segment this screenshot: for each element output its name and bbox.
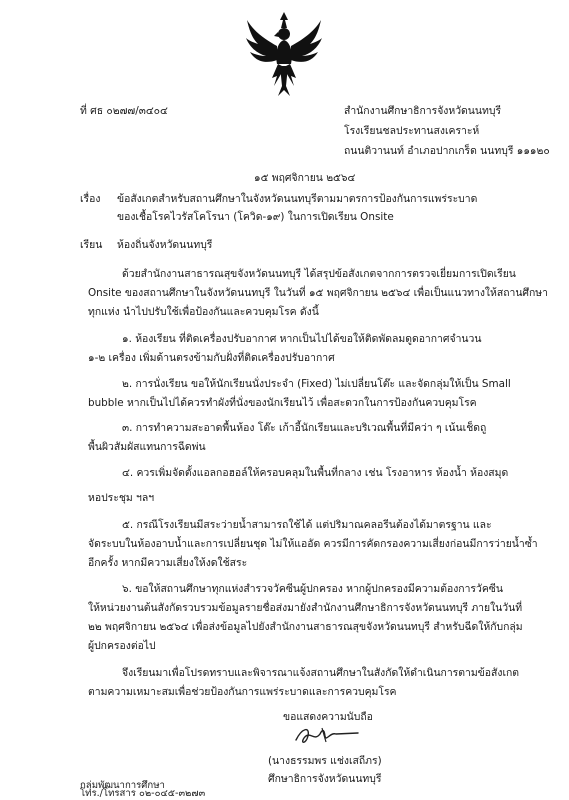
- item-5-line-3: อีกครั้ง หากมีความเสี่ยงให้งดใช้สระ: [88, 557, 248, 569]
- signatory-name: (นางธรรมพร แช่งเสถีภร): [268, 755, 382, 767]
- signatory-position: ศึกษาธิการจังหวัดนนทบุรี: [268, 773, 382, 785]
- item-4-line-2: หอประชุม ฯลฯ: [88, 492, 155, 504]
- item-2-line-1: ๒. การนั่งเรียน ขอให้นักเรียนนั่งประจำ (Fixed) ไม่เปลี่ยนโต๊ะ และจัดกลุ่มให้เป็น Small: [122, 378, 511, 390]
- recipient-label: เรียน: [80, 239, 103, 251]
- item-1-line-1: ๑. ห้องเรียน ที่ติดเครื่องปรับอากาศ หากเป็นไปได้ขอให้ติดพัดลมดูดอากาศจำนวน: [122, 333, 482, 345]
- item-6-line-1: ๖. ขอให้สถานศึกษาทุกแห่งสำรวจวัคซีนผู้ปกครอง หากผู้ปกครองมีความต้องการวัคซีน: [122, 583, 503, 595]
- item-1-line-2: ๑-๒ เครื่อง เพิ่มด้านตรงข้ามกับฝั่งที่ติดเครื่องปรับอากาศ: [88, 352, 335, 364]
- recipient-value: ห้องถิ่นจังหวัดนนทบุรี: [117, 239, 213, 251]
- item-2-line-2: bubble หากเป็นไปได้ควรทำผังที่นั่งของนักเรียนไว้ เพื่อสะดวกในการป้องกันควบคุมโรค: [88, 397, 477, 409]
- office-line-2: โรงเรียนชลประทานสงเคราะห์: [344, 125, 480, 137]
- item-6-line-2: ให้หน่วยงานต้นสังกัดรวบรวมข้อมูลรายชื่อส่งมายังสำนักงานศึกษาธิการจังหวัดนนทบุรี ภายในวันที่: [88, 602, 523, 614]
- item-6-line-3: ๒๒ พฤศจิกายน ๒๕๖๔ เพื่อส่งข้อมูลไปยังสำนักงานสาธารณสุขจังหวัดนนทบุรี สำหรับฉีดให้กับกลุ่ม: [88, 621, 523, 633]
- subject-line-1: ข้อสังเกตสำหรับสถานศึกษาในจังหวัดนนทบุรีตามมาตรการป้องกันการแพร่ระบาด: [117, 193, 478, 205]
- intro-line-2: Onsite ของสถานศึกษาในจังหวัดนนทบุรี ในวันที่ ๑๕ พฤศจิกายน ๒๕๖๔ เพื่อเป็นแนวทางให้สถานศึกษา: [88, 287, 548, 299]
- document-number: ที่ ศธ ๐๒๗๗/๓๔๐๔: [80, 105, 168, 117]
- item-3-line-2: พื้นผิวสัมผัสแทนการฉีดพ่น: [88, 441, 206, 453]
- subject-label: เรื่อง: [80, 193, 101, 205]
- handwritten-signature: [292, 722, 362, 748]
- office-line-3: ถนนติวานนท์ อำเภอปากเกร็ด นนทบุรี ๑๑๑๒๐: [344, 145, 550, 157]
- footer-phone: โทร./โทรสาร ๐๒-๐๔๕-๓๒๗๓: [80, 788, 206, 799]
- closing-line-1: จึงเรียนมาเพื่อโปรดทราบและพิจารณาแจ้งสถานศึกษาในสังกัดให้ดำเนินการตามข้อสังเกต: [122, 667, 520, 679]
- intro-line-1: ด้วยสำนักงานสาธารณสุขจังหวัดนนทบุรี ได้สรุปข้อสังเกตจากการตรวจเยี่ยมการเปิดเรียน: [122, 268, 516, 280]
- subject-line-2: ของเชื้อโรคไวรัสโคโรนา (โควิด-๑๙) ในการเปิดเรียน Onsite: [117, 211, 394, 223]
- item-4-line-1: ๔. ควรเพิ่มจัดตั้งแอลกอฮอล์ให้ครอบคลุมในพื้นที่กลาง เช่น โรงอาหาร ห้องน้ำ ห้องสมุด: [122, 467, 509, 479]
- garuda-emblem: [244, 10, 324, 98]
- closing-line-2: ตามความเหมาะสมเพื่อช่วยป้องกันการแพร่ระบาดและการควบคุมโรค: [88, 686, 397, 698]
- closing-greeting: ขอแสดงความนับถือ: [283, 711, 373, 723]
- item-6-line-4: ผู้ปกครองต่อไป: [88, 640, 156, 652]
- footer-group: กลุ่มพัฒนาการศึกษา: [80, 780, 165, 791]
- office-line-1: สำนักงานศึกษาธิการจังหวัดนนทบุรี: [344, 105, 502, 117]
- item-3-line-1: ๓. การทำความสะอาดพื้นห้อง โต๊ะ เก้าอี้นักเรียนและบริเวณพื้นที่มีคว่า ๆ เน้นเช็ดถู: [122, 422, 487, 434]
- document-date: ๑๕ พฤศจิกายน ๒๕๖๔: [254, 172, 356, 184]
- intro-line-3: ทุกแห่ง นำไปปรับใช้เพื่อป้องกันและควบคุมโรค ดังนี้: [88, 306, 319, 318]
- item-5-line-1: ๕. กรณีโรงเรียนมีสระว่ายน้ำสามารถใช้ได้ แต่ปริมาณคลอรีนต้องได้มาตรฐาน และ: [122, 519, 492, 531]
- item-5-line-2: จัดระบบในห้องอาบน้ำและการเปลี่ยนชุด ไม่ให้แออัด ควรมีการคัดกรองความเสี่ยงก่อนมีการว่ายน้ำซ้ำ: [88, 538, 538, 550]
